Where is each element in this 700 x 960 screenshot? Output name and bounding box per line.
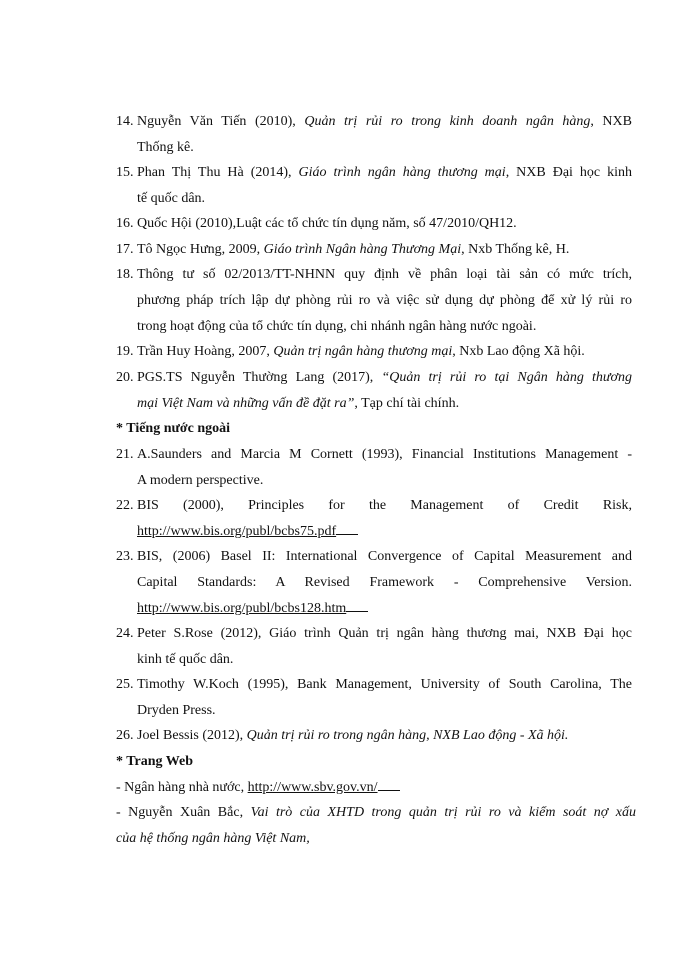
reference-text: A.Saunders and Marcia M Cornett (1993), Financial Institutions Management - xyxy=(137,447,632,462)
reference-title: Quản trị rủi ro trong ngân hàng, NXB Lao động - Xã hội. xyxy=(246,728,569,743)
reference-23 xyxy=(116,544,632,622)
web-reference-text: - Ngân hàng nhà nước, xyxy=(116,780,248,795)
reference-title: mại Việt Nam và những vấn đề đặt ra” xyxy=(137,396,355,411)
reference-text: BIS, (2006) Basel II: International Convergence of Capital Measurement and xyxy=(137,549,632,564)
reference-text: A modern perspective. xyxy=(137,473,264,488)
reference-14 xyxy=(116,109,632,161)
reference-26 xyxy=(116,723,632,749)
reference-number: 25. xyxy=(116,677,134,692)
reference-title: Giáo trình Ngân hàng Thương Mại xyxy=(263,242,462,257)
reference-text: Tô Ngọc Hưng, 2009, xyxy=(137,242,264,257)
reference-number: 22. xyxy=(116,498,134,513)
reference-text: Dryden Press. xyxy=(137,703,216,718)
section-heading-foreign: * Tiếng nước ngoài xyxy=(116,421,231,436)
reference-text: , Nxb Lao động Xã hội. xyxy=(452,344,585,359)
reference-number: 18. xyxy=(116,267,134,282)
reference-number: 17. xyxy=(116,242,134,257)
reference-title: Quản trị ngân hàng thương mại xyxy=(273,344,453,359)
link-underline-pad xyxy=(346,610,368,612)
reference-24 xyxy=(116,621,632,673)
reference-link[interactable]: http://www.bis.org/publ/bcbs128.htm xyxy=(137,601,347,616)
web-reference-title: Vai trò của XHTD trong quản trị rủi ro và kiểm soát nợ xấu xyxy=(250,805,636,820)
reference-number: 20. xyxy=(116,370,134,385)
reference-15 xyxy=(116,160,632,212)
reference-21 xyxy=(116,442,632,494)
reference-text: , NXB Đại học kinh xyxy=(505,165,632,180)
reference-text: , Nxb Thống kê, H. xyxy=(461,242,570,257)
reference-25 xyxy=(116,672,632,724)
reference-text: Joel Bessis (2012), xyxy=(137,728,247,743)
reference-text: Thông tư số 02/2013/TT-NHNN quy định về phân loại tài sản có mức trích, xyxy=(137,267,632,282)
reference-number: 26. xyxy=(116,728,134,743)
reference-text: tế quốc dân. xyxy=(137,191,206,206)
reference-title: “Quản trị rủi ro tại Ngân hàng thương xyxy=(381,370,632,385)
reference-text: Capital Standards: A Revised Framework - Comprehensive Version. xyxy=(137,575,632,590)
web-reference-text: - Nguyễn Xuân Bắc, xyxy=(116,805,251,820)
link-underline-pad xyxy=(336,533,358,535)
reference-number: 23. xyxy=(116,549,134,564)
reference-text: Quốc Hội (2010),Luật các tổ chức tín dụng năm, số 47/2010/QH12. xyxy=(137,216,517,231)
reference-text: Timothy W.Koch (1995), Bank Management, University of South Carolina, The xyxy=(137,677,632,692)
reference-text: Thống kê. xyxy=(137,140,194,155)
reference-number: 16. xyxy=(116,216,134,231)
reference-text: Nguyễn Văn Tiến (2010), xyxy=(137,114,305,129)
web-reference-1 xyxy=(116,775,636,801)
reference-text: Trần Huy Hoàng, 2007, xyxy=(137,344,274,359)
reference-text: , Tạp chí tài chính. xyxy=(354,396,460,411)
reference-text: kinh tế quốc dân. xyxy=(137,652,234,667)
reference-text: Phan Thị Thu Hà (2014), xyxy=(137,165,299,180)
reference-22 xyxy=(116,493,632,545)
reference-number: 15. xyxy=(116,165,134,180)
reference-17 xyxy=(116,237,632,263)
link-underline-pad xyxy=(378,789,400,791)
web-reference-link[interactable]: http://www.sbv.gov.vn/ xyxy=(247,780,378,795)
reference-title: Giáo trình ngân hàng thương mại xyxy=(298,165,506,180)
web-reference-title: của hệ thống ngân hàng Việt Nam, xyxy=(116,831,310,846)
reference-number: 19. xyxy=(116,344,134,359)
reference-number: 24. xyxy=(116,626,134,641)
web-reference-2 xyxy=(116,800,636,852)
reference-16 xyxy=(116,211,632,237)
reference-18 xyxy=(116,262,632,340)
reference-link[interactable]: http://www.bis.org/publ/bcbs75.pdf xyxy=(137,524,337,539)
reference-text: , NXB xyxy=(590,114,632,129)
reference-text: BIS (2000), Principles for the Management of Credit Risk, xyxy=(137,498,632,513)
reference-title: Quản trị rủi ro trong kinh doanh ngân hàng xyxy=(304,114,591,129)
section-heading-web: * Trang Web xyxy=(116,754,194,769)
reference-20 xyxy=(116,365,632,417)
reference-number: 21. xyxy=(116,447,134,462)
reference-19 xyxy=(116,339,632,365)
reference-number: 14. xyxy=(116,114,134,129)
reference-text: phương pháp trích lập dự phòng rủi ro và việc sử dụng dự phòng để xử lý rủi ro xyxy=(137,293,632,308)
reference-text: Peter S.Rose (2012), Giáo trình Quản trị ngân hàng thương mai, NXB Đại học xyxy=(137,626,632,641)
reference-text: trong hoạt động của tổ chức tín dụng, chi nhánh ngân hàng nước ngoài. xyxy=(137,319,537,334)
reference-text: PGS.TS Nguyễn Thường Lang (2017), xyxy=(137,370,382,385)
